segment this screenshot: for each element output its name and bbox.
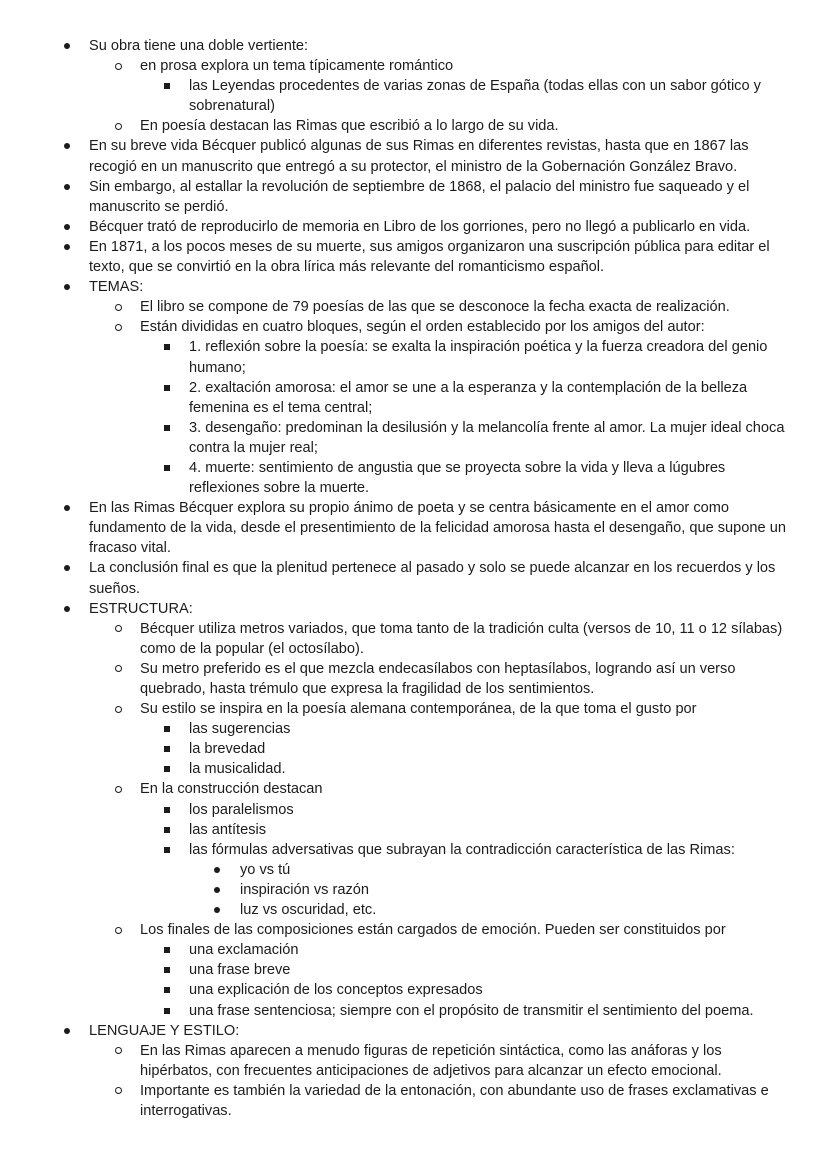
- bullet-disc-icon: [64, 606, 70, 612]
- list-item: la brevedad: [0, 739, 828, 759]
- bullet-square-icon: [164, 726, 170, 732]
- list-item: Bécquer utiliza metros variados, que toma tanto de la tradición culta (versos de 10, 11 o 12 sílabas) como de la popular (el octosílabo).: [0, 619, 828, 659]
- bullet-square-icon: [164, 746, 170, 752]
- bullet-circle-icon: [115, 304, 122, 311]
- bullet-disc-icon: [64, 184, 70, 190]
- bullet-circle-icon: [115, 324, 122, 331]
- bullet-square-icon: [164, 465, 170, 471]
- bullet-disc-icon: [64, 224, 70, 230]
- bullet-square-icon: [164, 827, 170, 833]
- bullet-disc-icon: [64, 565, 70, 571]
- list-item: La conclusión final es que la plenitud pertenece al pasado y solo se puede alcanzar en los recuerdos y los sueños.: [0, 558, 828, 598]
- bullet-square-icon: [164, 807, 170, 813]
- list-item: una explicación de los conceptos expresados: [0, 980, 828, 1000]
- list-item: Los finales de las composiciones están cargados de emoción. Pueden ser constituidos por: [0, 920, 828, 940]
- list-item: En su breve vida Bécquer publicó algunas de sus Rimas en diferentes revistas, hasta que en 1867 las recogió en un manuscrito que entregó a su protector, el ministro de la Gobernación González Bravo.: [0, 136, 828, 176]
- bullet-disc-icon: [64, 244, 70, 250]
- bullet-square-icon: [164, 987, 170, 993]
- section-heading-lenguaje: LENGUAJE Y ESTILO:: [0, 1021, 828, 1041]
- bullet-square-icon: [164, 425, 170, 431]
- bullet-square-icon: [164, 344, 170, 350]
- bullet-disc-icon: [64, 43, 70, 49]
- bullet-disc-icon: [64, 505, 70, 511]
- list-item: 4. muerte: sentimiento de angustia que se proyecta sobre la vida y lleva a lúgubres reflexiones sobre la muerte.: [0, 458, 828, 498]
- bullet-circle-icon: [115, 665, 122, 672]
- bullet-circle-icon: [115, 1087, 122, 1094]
- list-item: 2. exaltación amorosa: el amor se une a la esperanza y la contemplación de la belleza femenina es el tema central;: [0, 378, 828, 418]
- list-item: inspiración vs razón: [0, 880, 828, 900]
- bullet-disc-icon: [214, 867, 220, 873]
- bullet-circle-icon: [115, 786, 122, 793]
- section-heading-temas: TEMAS:: [0, 277, 828, 297]
- list-item: los paralelismos: [0, 800, 828, 820]
- bullet-circle-icon: [115, 63, 122, 70]
- list-item: Su metro preferido es el que mezcla endecasílabos con heptasílabos, logrando así un verso quebrado, hasta trémulo que expresa la fragilidad de los sentimientos.: [0, 659, 828, 699]
- bullet-square-icon: [164, 847, 170, 853]
- list-item: Sin embargo, al estallar la revolución de septiembre de 1868, el palacio del ministro fue saqueado y el manuscrito se perdió.: [0, 177, 828, 217]
- bullet-disc-icon: [64, 1028, 70, 1034]
- document-page: [0, 36, 828, 1121]
- list-item: una frase breve: [0, 960, 828, 980]
- list-item: Importante es también la variedad de la entonación, con abundante uso de frases exclamativas e interrogativas.: [0, 1081, 828, 1121]
- bullet-circle-icon: [115, 1047, 122, 1054]
- list-item: Su estilo se inspira en la poesía alemana contemporánea, de la que toma el gusto por: [0, 699, 828, 719]
- list-item: Bécquer trató de reproducirlo de memoria en Libro de los gorriones, pero no llegó a publicarlo en vida.: [0, 217, 828, 237]
- list-item: El libro se compone de 79 poesías de las que se desconoce la fecha exacta de realización.: [0, 297, 828, 317]
- bullet-square-icon: [164, 947, 170, 953]
- list-item: En 1871, a los pocos meses de su muerte, sus amigos organizaron una suscripción pública para editar el texto, que se convirtió en la obra lírica más relevante del romanticismo español.: [0, 237, 828, 277]
- bullet-square-icon: [164, 967, 170, 973]
- list-item: una exclamación: [0, 940, 828, 960]
- bullet-square-icon: [164, 83, 170, 89]
- list-item: las sugerencias: [0, 719, 828, 739]
- bullet-disc-icon: [64, 284, 70, 290]
- list-item: una frase sentenciosa; siempre con el propósito de transmitir el sentimiento del poema.: [0, 1001, 828, 1021]
- bullet-circle-icon: [115, 625, 122, 632]
- list-item: las Leyendas procedentes de varias zonas de España (todas ellas con un sabor gótico y sobrenatural): [0, 76, 828, 116]
- bullet-circle-icon: [115, 123, 122, 130]
- list-item: En las Rimas aparecen a menudo figuras de repetición sintáctica, como las anáforas y los hipérbatos, con frecuentes anticipaciones de adjetivos para alcanzar un efecto emocional.: [0, 1041, 828, 1081]
- list-item: Están divididas en cuatro bloques, según el orden establecido por los amigos del autor:: [0, 317, 828, 337]
- list-item: en prosa explora un tema típicamente romántico: [0, 56, 828, 76]
- bullet-square-icon: [164, 385, 170, 391]
- list-item: las fórmulas adversativas que subrayan la contradicción característica de las Rimas:: [0, 840, 828, 860]
- list-item: luz vs oscuridad, etc.: [0, 900, 828, 920]
- list-item: la musicalidad.: [0, 759, 828, 779]
- bullet-circle-icon: [115, 927, 122, 934]
- bullet-circle-icon: [115, 706, 122, 713]
- list-item: 3. desengaño: predominan la desilusión y la melancolía frente al amor. La mujer ideal choca contra la mujer real;: [0, 418, 828, 458]
- list-item: 1. reflexión sobre la poesía: se exalta la inspiración poética y la fuerza creadora del genio humano;: [0, 337, 828, 377]
- list-item: yo vs tú: [0, 860, 828, 880]
- bullet-square-icon: [164, 766, 170, 772]
- section-heading-estructura: ESTRUCTURA:: [0, 599, 828, 619]
- list-item: las antítesis: [0, 820, 828, 840]
- bullet-disc-icon: [214, 907, 220, 913]
- bullet-disc-icon: [214, 887, 220, 893]
- list-item: En las Rimas Bécquer explora su propio ánimo de poeta y se centra básicamente en el amor como fundamento de la vida, desde el presentimiento de la felicidad amorosa hasta el desengaño, que supone un fracaso vital.: [0, 498, 828, 558]
- bullet-square-icon: [164, 1008, 170, 1014]
- list-item: Su obra tiene una doble vertiente:: [0, 36, 828, 56]
- list-item: En la construcción destacan: [0, 779, 828, 799]
- bullet-disc-icon: [64, 143, 70, 149]
- list-item: En poesía destacan las Rimas que escribió a lo largo de su vida.: [0, 116, 828, 136]
